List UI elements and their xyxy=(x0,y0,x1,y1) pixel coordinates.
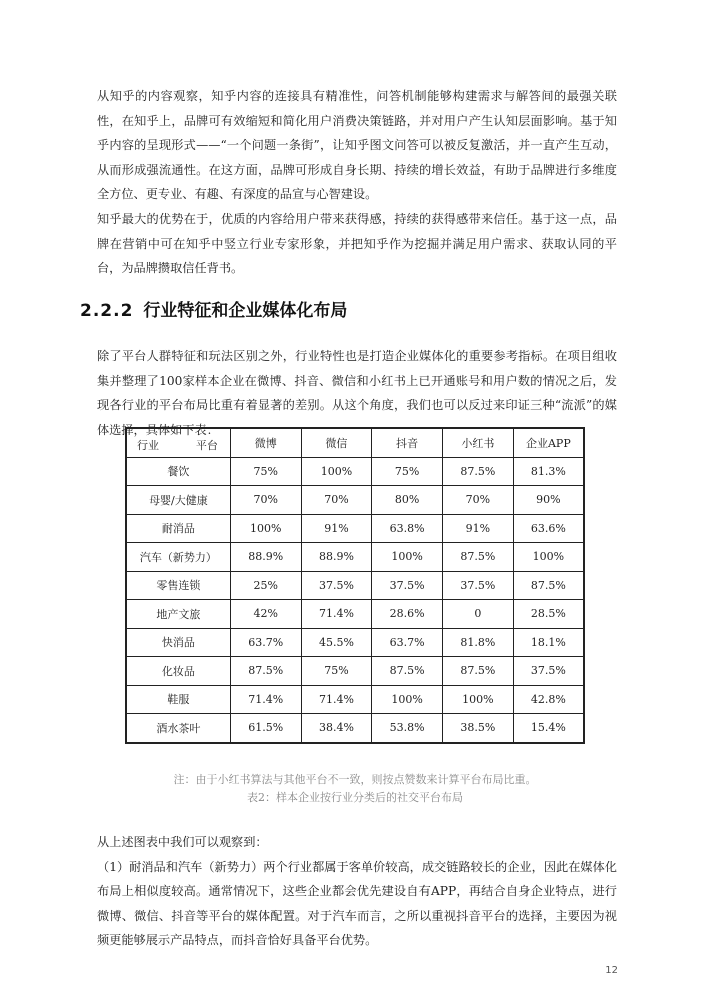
value-cell: 38.5% xyxy=(443,714,514,743)
value-cell: 91% xyxy=(301,514,372,543)
value-cell: 25% xyxy=(230,571,301,600)
value-cell: 87.5% xyxy=(372,657,443,686)
value-cell: 100% xyxy=(230,514,301,543)
observations-point-1: （1）耐消品和汽车（新势力）两个行业都属于客单价较高，成交链路较长的企业，因此在媒体化布局上相似度较高。通常情况下，这些企业都会优先建设自有APP，再结合自身企业特点，进行微博、微信、抖音等平台的媒体配置。对于汽车而言，之所以重视抖音平台的选择，主要因为视频更能够展示产品特点，而抖音恰好具备平台优势。 xyxy=(97,859,617,947)
value-cell: 38.4% xyxy=(301,714,372,743)
industry-cell: 鞋服 xyxy=(126,685,230,714)
column-header-wechat: 微信 xyxy=(301,428,372,457)
value-cell: 80% xyxy=(372,486,443,515)
paragraph-observations xyxy=(97,830,617,953)
value-cell: 53.8% xyxy=(372,714,443,743)
table-row xyxy=(126,657,584,686)
value-cell: 61.5% xyxy=(230,714,301,743)
value-cell: 75% xyxy=(230,457,301,486)
value-cell: 90% xyxy=(513,486,584,515)
section-number: 2.2.2 xyxy=(80,301,134,321)
value-cell: 28.6% xyxy=(372,600,443,629)
table-row xyxy=(126,486,584,515)
table-row xyxy=(126,600,584,629)
table-corner-cell xyxy=(126,428,230,457)
table-row xyxy=(126,457,584,486)
value-cell: 37.5% xyxy=(372,571,443,600)
table-caption: 表2：样本企业按行业分类后的社交平台布局 xyxy=(247,791,463,804)
value-cell: 70% xyxy=(301,486,372,515)
value-cell: 88.9% xyxy=(230,543,301,572)
value-cell: 75% xyxy=(301,657,372,686)
industry-cell: 餐饮 xyxy=(126,457,230,486)
value-cell: 0 xyxy=(443,600,514,629)
value-cell: 100% xyxy=(513,543,584,572)
value-cell: 71.4% xyxy=(230,685,301,714)
value-cell: 37.5% xyxy=(301,571,372,600)
industry-cell: 零售连锁 xyxy=(126,571,230,600)
table-row xyxy=(126,714,584,743)
value-cell: 63.7% xyxy=(372,628,443,657)
value-cell: 88.9% xyxy=(301,543,372,572)
value-cell: 37.5% xyxy=(443,571,514,600)
value-cell: 42% xyxy=(230,600,301,629)
value-cell: 18.1% xyxy=(513,628,584,657)
industry-cell: 酒水茶叶 xyxy=(126,714,230,743)
value-cell: 37.5% xyxy=(513,657,584,686)
section-heading xyxy=(80,296,347,321)
value-cell: 100% xyxy=(301,457,372,486)
paragraph-industry-intro: 除了平台人群特征和玩法区别之外，行业特性也是打造企业媒体化的重要参考指标。在项目组收集并整理了100家样本企业在微博、抖音、微信和小红书上已开通账号和用户数的情况之后，发现各行业的平台布局比重有着显著的差别。从这个角度，我们也可以反过来印证三种“流派”的媒体选择，具体如下表： xyxy=(97,349,617,437)
value-cell: 15.4% xyxy=(513,714,584,743)
value-cell: 87.5% xyxy=(443,457,514,486)
corner-industry-label: 行业 xyxy=(137,439,159,452)
observations-lead: 从上述图表中我们可以观察到： xyxy=(97,835,268,849)
value-cell: 63.7% xyxy=(230,628,301,657)
table-header-row xyxy=(126,428,584,457)
column-header-weibo: 微博 xyxy=(230,428,301,457)
value-cell: 100% xyxy=(372,685,443,714)
paragraph-zhihu-content: 从知乎的内容观察，知乎内容的连接具有精准性，问答机制能够构建需求与解答间的最强关联性，在知乎上，品牌可有效缩短和简化用户消费决策链路，并对用户产生认知层面影响。基于知乎内容的呈现形式——“一个问题一条街”，让知乎图文问答可以被反复激活，并一直产生互动，从而形成强流通性。在这方面，品牌可形成自身长期、持续的增长效益，有助于品牌进行多维度全方位、更专业、有趣、有深度的品宣与心智建设。 xyxy=(97,89,617,201)
value-cell: 75% xyxy=(372,457,443,486)
value-cell: 100% xyxy=(443,685,514,714)
industry-cell: 地产文旅 xyxy=(126,600,230,629)
table-note: 注：由于小红书算法与其他平台不一致，则按点赞数来计算平台布局比重。 xyxy=(173,773,537,786)
industry-cell: 快消品 xyxy=(126,628,230,657)
page-number: 12 xyxy=(605,965,618,976)
value-cell: 87.5% xyxy=(513,571,584,600)
value-cell: 42.8% xyxy=(513,685,584,714)
platform-layout-table xyxy=(125,427,585,744)
value-cell: 87.5% xyxy=(230,657,301,686)
industry-cell: 耐消品 xyxy=(126,514,230,543)
value-cell: 28.5% xyxy=(513,600,584,629)
value-cell: 45.5% xyxy=(301,628,372,657)
paragraph-zhihu-advantage: 知乎最大的优势在于，优质的内容给用户带来获得感，持续的获得感带来信任。基于这一点，品牌在营销中可在知乎中竖立行业专家形象，并把知乎作为挖掘并满足用户需求、获取认同的平台，为品牌攒取信任背书。 xyxy=(97,212,617,275)
value-cell: 87.5% xyxy=(443,543,514,572)
value-cell: 71.4% xyxy=(301,600,372,629)
column-header-enterprise-app: 企业APP xyxy=(513,428,584,457)
value-cell: 70% xyxy=(443,486,514,515)
value-cell: 81.3% xyxy=(513,457,584,486)
corner-platform-label: 平台 xyxy=(195,439,218,452)
value-cell: 87.5% xyxy=(443,657,514,686)
value-cell: 70% xyxy=(230,486,301,515)
value-cell: 81.8% xyxy=(443,628,514,657)
table-row xyxy=(126,543,584,572)
industry-cell: 化妆品 xyxy=(126,657,230,686)
column-header-xiaohongshu: 小红书 xyxy=(443,428,514,457)
industry-cell: 汽车（新势力） xyxy=(126,543,230,572)
column-header-douyin: 抖音 xyxy=(372,428,443,457)
industry-cell: 母婴/大健康 xyxy=(126,486,230,515)
table-row xyxy=(126,571,584,600)
section-title: 行业特征和企业媒体化布局 xyxy=(143,301,348,321)
value-cell: 71.4% xyxy=(301,685,372,714)
value-cell: 63.6% xyxy=(513,514,584,543)
value-cell: 100% xyxy=(372,543,443,572)
table-row xyxy=(126,514,584,543)
value-cell: 63.8% xyxy=(372,514,443,543)
value-cell: 91% xyxy=(443,514,514,543)
table-row xyxy=(126,685,584,714)
table-row xyxy=(126,628,584,657)
